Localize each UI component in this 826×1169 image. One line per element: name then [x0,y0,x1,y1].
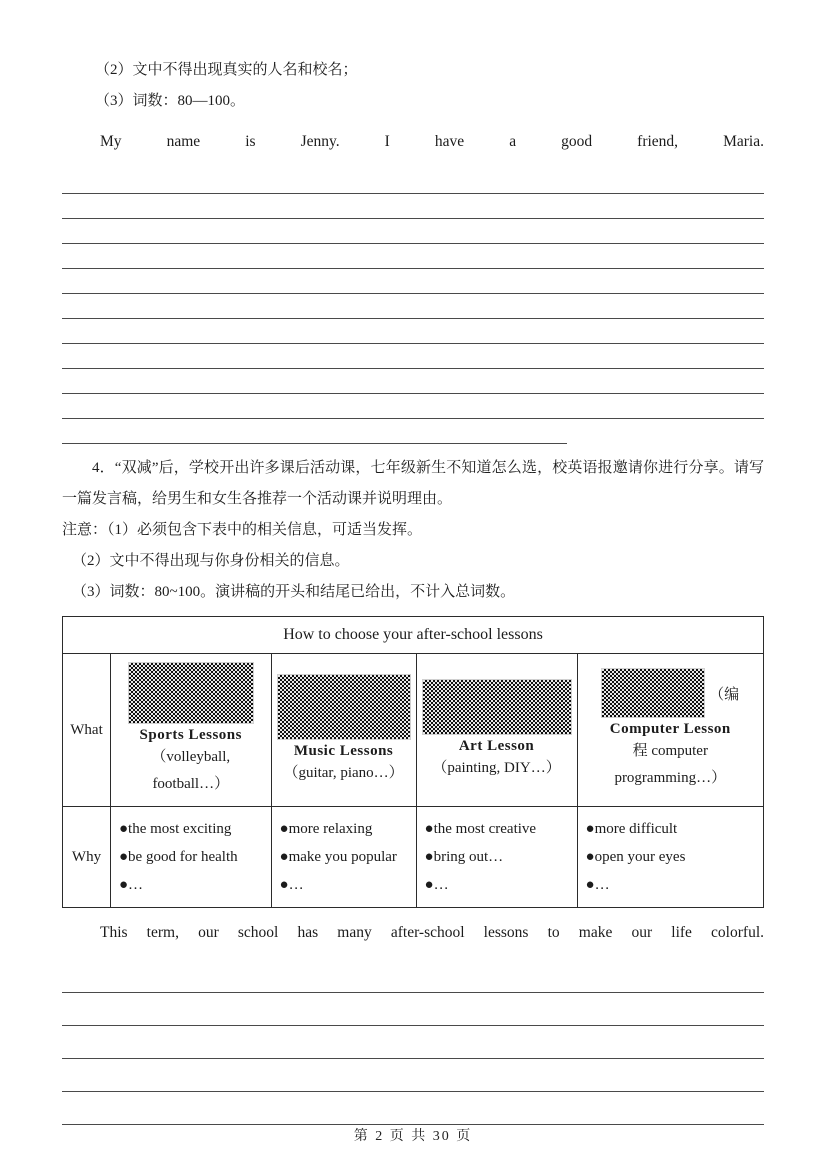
computer-lesson-caption: 程 computer programming…） [614,743,727,786]
task4-note-3: （3）词数：80~100。演讲稿的开头和结尾已给出，不计入总词数。 [72,584,516,600]
writing-lines-block-2 [62,960,764,1125]
writing-line [62,1026,764,1059]
row-label-why: Why [63,807,111,908]
writing-line [62,169,764,194]
writing-line [62,1059,764,1092]
what-cell-computer [577,654,763,807]
writing-line [62,294,764,319]
music-lessons-image-label: Music Lessons [293,742,394,759]
writing-line [62,319,764,344]
given-opening-sentence-1: My name is Jenny. I have a good friend, Maria. [100,133,764,150]
writing-line [62,219,764,244]
writing-lines-block-1 [62,169,764,444]
why-item: ●the most creative [424,821,537,837]
why-cell-music [271,807,416,908]
why-item: ●… [424,877,449,893]
why-cell-computer [577,807,763,908]
writing-line [62,269,764,294]
task4-note-1: 注意：（1）必须包含下表中的相关信息，可适当发挥。 [62,522,423,538]
what-cell-music [271,654,416,807]
why-item: ●be good for health [119,849,238,865]
task4-note-2: （2）文中不得出现与你身份相关的信息。 [72,553,350,569]
table-title: How to choose your after-school lessons [63,617,764,654]
why-item: ●more relaxing [279,821,373,837]
writing-line [62,244,764,269]
music-lessons-caption: （guitar, piano…） [283,764,404,781]
why-item: ●make you popular [279,849,397,865]
music-lessons-image [277,674,411,740]
task4-prompt: 4．“双减”后，学校开出许多课后活动课，七年级新生不知道怎么选，校英语报邀请你进行分享。请写一篇发言稿，给男生和女生各推荐一个活动课并说明理由。 [62,460,764,507]
writing-line [62,369,764,394]
computer-lesson-caption-side: （编 [709,687,740,703]
why-cell-sports [111,807,272,908]
writing-line [62,194,764,219]
after-school-lessons-table [62,616,764,908]
sports-lessons-image [128,662,254,724]
writing-line [62,1092,764,1125]
why-item: ●bring out… [424,849,504,865]
why-item: ●more difficult [585,821,678,837]
why-cell-art [416,807,577,908]
note-word-count-1: （3）词数：80—100。 [95,93,246,109]
why-item: ●the most exciting [119,821,232,837]
why-item: ●… [585,877,610,893]
writing-line [62,394,764,419]
writing-line [62,960,764,993]
note-no-real-names: （2）文中不得出现真实的人名和校名； [95,62,358,78]
why-item: ●… [279,877,304,893]
table-row-what [63,654,764,807]
computer-lesson-image [601,668,705,718]
sports-lessons-caption: （volleyball, football…） [151,749,231,792]
page-number-footer: 第 2 页 共 30 页 [353,1129,473,1144]
writing-line [62,993,764,1026]
art-lesson-image [422,679,572,735]
table-row-why [63,807,764,908]
row-label-what: What [63,654,111,807]
what-cell-art [416,654,577,807]
writing-line [62,344,764,369]
art-lesson-image-label: Art Lesson [458,737,535,754]
why-item: ●open your eyes [585,849,686,865]
computer-lesson-image-label: Computer Lesson [609,721,731,737]
art-lesson-caption: （painting, DIY…） [432,759,561,776]
sports-lessons-image-label: Sports Lessons [139,727,242,743]
given-opening-sentence-2: This term, our school has many after-school lessons to make our life colorful. [100,924,764,941]
why-item: ●… [119,877,144,893]
writing-line-short [62,419,567,444]
what-cell-sports [111,654,272,807]
